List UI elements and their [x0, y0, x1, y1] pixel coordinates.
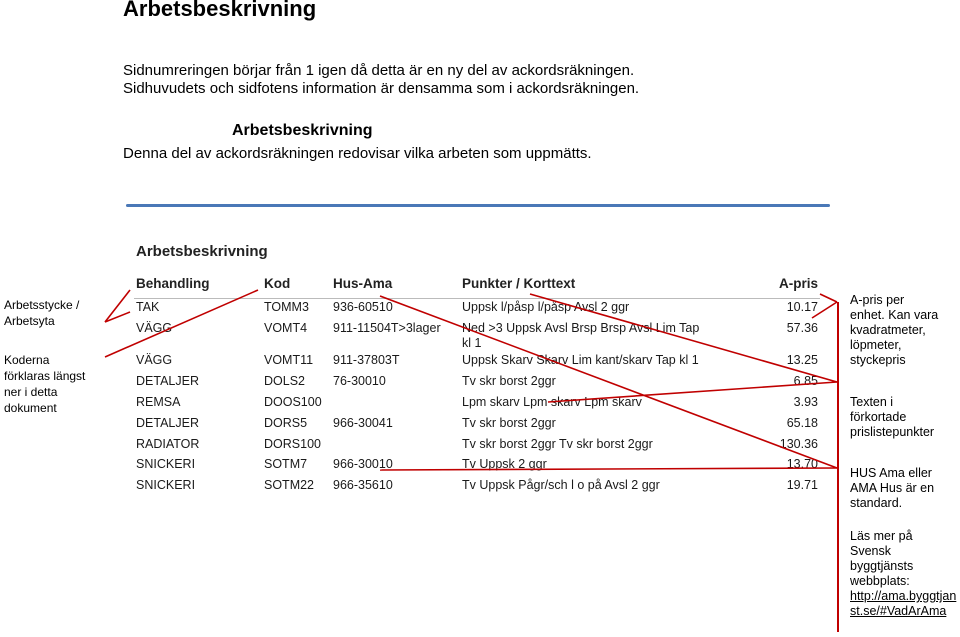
- cell-kod: DORS100: [264, 437, 321, 451]
- note-line: standard.: [850, 496, 903, 510]
- section-description: Denna del av ackordsräkningen redovisar vilka arbeten som uppmätts.: [123, 145, 592, 162]
- cell-hus-ama: 966-35610: [333, 478, 393, 492]
- note-line: Arbetsyta: [4, 314, 55, 328]
- cell-kod: DOLS2: [264, 374, 305, 388]
- cell-a-pris: 3.93: [793, 395, 818, 409]
- cell-a-pris: 57.36: [786, 321, 818, 335]
- note-line: webbplats:: [850, 574, 910, 588]
- cell-punkter: Lpm skarv Lpm skarv Lpm skarv: [462, 395, 642, 409]
- note-texten: [850, 395, 960, 440]
- cell-behandling: VÄGG: [136, 353, 173, 367]
- cell-punkter: Uppsk Skarv Skarv Lim kant/skarv Tap kl 1: [462, 353, 699, 367]
- cell-behandling: DETALJER: [136, 416, 199, 430]
- cell-a-pris: 130.36: [779, 437, 818, 451]
- cell-behandling: REMSA: [136, 395, 181, 409]
- table-row: [0, 478, 960, 498]
- col-header-behandling: Behandling: [136, 276, 210, 291]
- col-header-hus-ama: Hus-Ama: [333, 276, 393, 291]
- cell-punkter: Uppsk l/påsp l/påsp Avsl 2 ggr: [462, 300, 630, 314]
- note-arbetsstycke: [4, 297, 104, 329]
- cell-a-pris: 10.17: [786, 300, 818, 314]
- col-header-a-pris: A-pris: [778, 276, 818, 291]
- cell-kod: TOMM3: [264, 300, 309, 314]
- intro-line-1: Sidnumreringen börjar från 1 igen då detta är en ny del av ackordsräkningen.: [123, 62, 635, 79]
- cell-punkter: Tv skr borst 2ggr: [462, 374, 556, 388]
- intro-line-2: Sidhuvudets och sidfotens information är densamma som i ackordsräkningen.: [123, 80, 640, 97]
- note-line: förklaras längst: [4, 369, 86, 383]
- cell-a-pris: 65.18: [786, 416, 818, 430]
- note-line: Läs mer på: [850, 529, 913, 543]
- note-line: enhet. Kan vara: [850, 308, 939, 322]
- cell-punkter: Ned >3 Uppsk Avsl Brsp Brsp Avsl Lim Tap: [462, 321, 700, 335]
- table-row: [0, 300, 960, 320]
- note-line: prislistepunkter: [850, 425, 935, 439]
- note-line: HUS Ama eller: [850, 466, 932, 480]
- note-line: kvadratmeter,: [850, 323, 926, 337]
- cell-punkter-wrap: kl 1: [462, 336, 482, 350]
- callout-vertical-line: [837, 302, 839, 632]
- table-caption: Arbetsbeskrivning: [136, 243, 268, 260]
- cell-punkter: Tv Uppsk Pågr/sch l o på Avsl 2 ggr: [462, 478, 660, 492]
- header-divider: [126, 204, 830, 207]
- cell-a-pris: 6.85: [793, 374, 818, 388]
- cell-kod: DOOS100: [264, 395, 322, 409]
- note-a-pris: [850, 293, 960, 368]
- note-las-mer: [850, 529, 960, 619]
- note-line: dokument: [4, 401, 57, 415]
- table-row: [0, 437, 960, 457]
- cell-kod: DORS5: [264, 416, 308, 430]
- page-title: Arbetsbeskrivning: [123, 0, 317, 21]
- note-line: styckepris: [850, 353, 906, 367]
- col-header-punkter: Punkter / Korttext: [462, 276, 576, 291]
- cell-behandling: RADIATOR: [136, 437, 200, 451]
- note-line: förkortade: [850, 410, 907, 424]
- cell-behandling: TAK: [136, 300, 160, 314]
- cell-punkter: Tv skr borst 2ggr: [462, 416, 556, 430]
- cell-a-pris: 19.71: [786, 478, 818, 492]
- note-line: A-pris per: [850, 293, 905, 307]
- note-line: Svensk: [850, 544, 891, 558]
- cell-behandling: DETALJER: [136, 374, 199, 388]
- table-row: [0, 395, 960, 415]
- cell-punkter: Tv Uppsk 2 ggr: [462, 457, 547, 471]
- note-line: ner i detta: [4, 385, 58, 399]
- cell-hus-ama: 911-37803T: [333, 353, 400, 367]
- note-line: AMA Hus är en: [850, 481, 935, 495]
- ama-link[interactable]: [850, 589, 960, 619]
- cell-punkter: Tv skr borst 2ggr Tv skr borst 2ggr: [462, 437, 653, 451]
- cell-a-pris: 13.25: [786, 353, 818, 367]
- cell-kod: VOMT11: [264, 353, 314, 367]
- cell-hus-ama: 936-60510: [333, 300, 393, 314]
- col-header-kod: Kod: [264, 276, 291, 291]
- table-row: [0, 457, 960, 477]
- cell-behandling: SNICKERI: [136, 457, 196, 471]
- cell-behandling: SNICKERI: [136, 478, 196, 492]
- note-hus-ama: [850, 466, 960, 511]
- note-koderna: [4, 352, 104, 416]
- note-line: byggtjänsts: [850, 559, 914, 573]
- link-line[interactable]: http://ama.byggtjan: [850, 589, 957, 603]
- note-line: Koderna: [4, 353, 50, 367]
- header-underline: [134, 298, 820, 299]
- cell-kod: SOTM22: [264, 478, 315, 492]
- cell-a-pris: 13.70: [786, 457, 818, 471]
- cell-hus-ama: 911-11504T>3lager: [333, 321, 441, 335]
- link-line[interactable]: st.se/#VadArAma: [850, 604, 947, 618]
- cell-kod: VOMT4: [264, 321, 308, 335]
- note-line: Texten i: [850, 395, 894, 409]
- table-row: [0, 374, 960, 394]
- note-line: Arbetsstycke /: [4, 298, 80, 312]
- cell-hus-ama: 76-30010: [333, 374, 386, 388]
- cell-kod: SOTM7: [264, 457, 308, 471]
- cell-hus-ama: 966-30010: [333, 457, 393, 471]
- section-heading: Arbetsbeskrivning: [232, 122, 373, 139]
- cell-behandling: VÄGG: [136, 321, 173, 335]
- table-row: [0, 416, 960, 436]
- table-row: [0, 353, 960, 373]
- cell-hus-ama: 966-30041: [333, 416, 393, 430]
- note-line: löpmeter,: [850, 338, 902, 352]
